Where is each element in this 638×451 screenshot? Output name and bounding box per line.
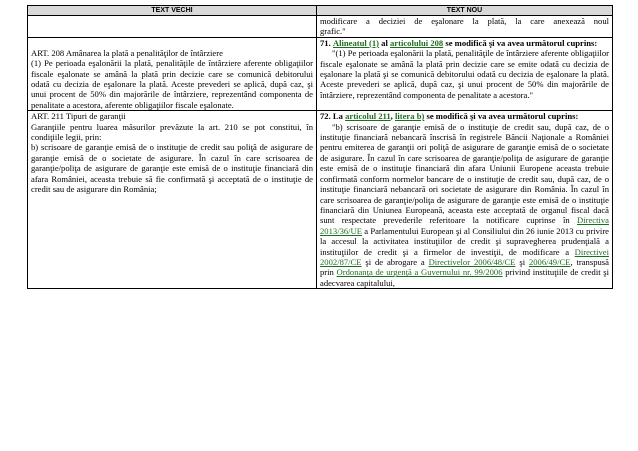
new-text-line: modificare a deciziei de eşalonare la plată, la care anexează noul (320, 16, 609, 26)
header-new-text: TEXT NOU (317, 6, 613, 16)
link-alineatul-1[interactable]: Alineatul (1) (332, 37, 379, 48)
header-row (28, 6, 613, 16)
amendment-text: se modifică şi va avea următorul cuprins: (426, 111, 579, 122)
amendment-text: a Parlamentului European şi al Consiliului din 26 iunie 2013 cu privire la accesul la activitatea instituţiilor de credit şi supravegherea prudenţială a instituţiilor de credit şi a firmelor de investiţii, de modificare a (320, 225, 609, 257)
old-cell (28, 37, 317, 110)
link-2006-49[interactable]: 2006/49/CE (528, 256, 571, 267)
amendment-body: "(1) Pe perioada eşalonării la plată, penalităţile de întârziere aferente obligaţiilor fiscale eşalonate se amână la plată prin decizie care se emite odată cu decizia de eşalonare la plată şi se comunică debitorului odată cu decizia de eşalonare la plată. Aceste prevederi se aplică, după caz, şi unui procent de 50% din majorările de întârziere, reprezentând componenta de penalitate a acestora." (320, 48, 609, 100)
new-cell (317, 37, 613, 110)
table-row (28, 16, 613, 38)
link-directivei-2002-87[interactable]: Directivei 2002/87/CE (320, 246, 609, 267)
amendment-text: privind instituţiile de credit şi adecvarea capitalului, (320, 267, 609, 288)
article-body: (1) Pe perioada eşalonării la plată, penalităţile de întârziere aferente obligaţiilor fiscale eşalonate se amână la plată prin decizie care se comunică debitorului odată cu decizia de eşalonare la plată. Aceste prevederi se aplică, după caz, şi unui procent de 50% din majorările de întârziere, reprezentând componenta de penalitate a acestora, aferente obligaţiilor fiscale eşalonate. (31, 58, 313, 110)
old-cell (28, 111, 317, 289)
new-cell (317, 16, 613, 38)
link-articolului-208[interactable]: articolului 208 (389, 37, 444, 48)
amendment-text: se modifică şi va avea următorul cuprins: (445, 37, 598, 48)
link-directivelor-2006-48[interactable]: Directivelor 2006/48/CE (428, 256, 516, 267)
table-row (28, 111, 613, 289)
amendment-text: al (381, 37, 388, 48)
amendment-text: şi (519, 256, 526, 267)
new-cell (317, 111, 613, 289)
document-page (27, 5, 610, 289)
amendment-text: "b) scrisoare de garanţie emisă de o instituţie de credit sau, după caz, de o instituţie financiară nebancară înscrisă în registrele Băncii Naţionale a României pentru emiterea de garanţii ori poliţă de asigurare de garanţie emisă de o societate de asigurare. În cazul în care scrisoarea de garanţie/poliţa de asigurare de garanţie este emisă de o instituţie financiară din afara Uniunii Europene aceasta trebuie confirmată conform normelor bancare de o instituţie de credit sau, după caz, de o instituţie financiară nebancară ori societate de asigurare din România. În cazul în care scrisoarea de garanţie/poliţa de asigurare de garanţie este emisă de o instituţie financiară din Uniunea Europeană, aceasta este acceptată de organul fiscal dacă sunt respectate prevederile referitoare la notificare cuprinse în (320, 121, 609, 226)
link-articolul-211[interactable]: articolul 211 (345, 111, 391, 122)
amendment-heading: 72. La articolul 211, litera b) se modifică şi va avea următorul cuprins: (320, 111, 579, 122)
amendment-text: şi de abrogare a (365, 256, 425, 267)
amendment-heading (320, 38, 609, 48)
link-litera-b[interactable]: litera b) (394, 111, 425, 122)
link-oug-99-2006[interactable]: Ordonanţa de urgenţă a Guvernului nr. 99/2006 (336, 267, 503, 278)
amendment-number: 71. (320, 37, 331, 48)
table-row (28, 37, 613, 110)
amendment-body (320, 122, 609, 289)
old-cell (28, 16, 317, 38)
amendment-number: 72. La (320, 111, 343, 122)
new-text-line: grafic." (320, 26, 346, 37)
article-title: ART. 211 Tipuri de garanţii (31, 111, 126, 122)
header-old-text: TEXT VECHI (28, 6, 317, 16)
article-body: Garanţiile pentru luarea măsurilor prevăzute la art. 210 se pot constitui, în condiţiile legii, prin: (31, 121, 313, 143)
amendment-text: , transpusă prin (320, 256, 609, 278)
comparison-table (27, 5, 613, 289)
article-title: ART. 208 Amânarea la plată a penalităţilor de întârziere (31, 47, 223, 58)
article-body: b) scrisoare de garanţie emisă de o instituţie de credit sau poliţă de asigurare de garanţie emisă de o societate de asigurare. În cazul în care scrisoarea de garanţie/poliţa de asigurare de garanţie este emisă de o instituţie financiară din afara României, aceasta trebuie să fie confirmată şi acceptată de o instituţie de credit sau de asigurare din România; (31, 142, 313, 195)
link-directiva-2013-36[interactable]: Directiva 2013/36/UE (320, 215, 609, 236)
